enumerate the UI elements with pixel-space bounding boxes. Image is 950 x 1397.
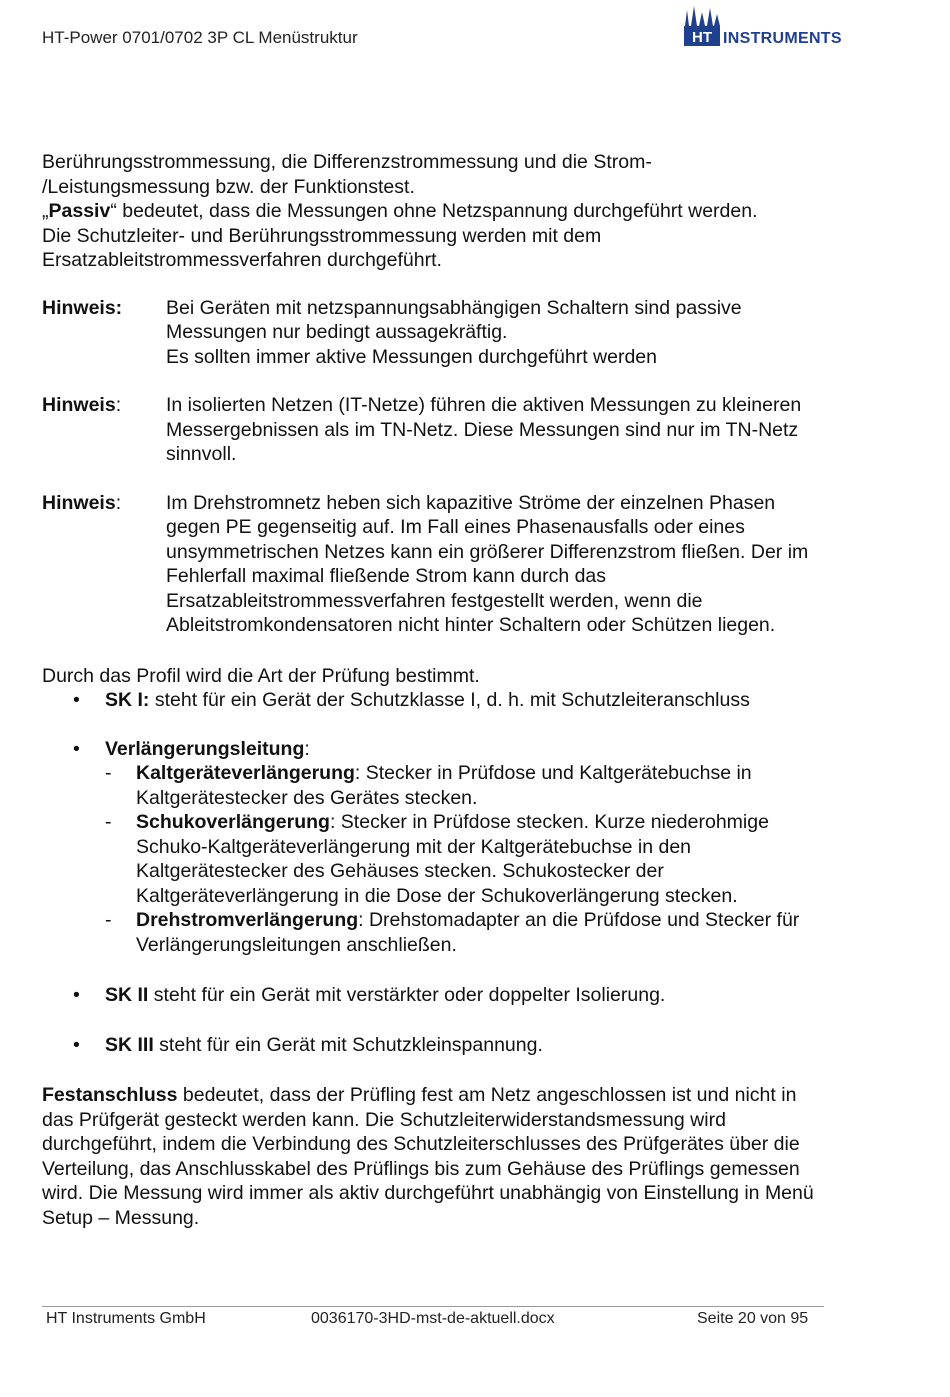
note-line: Messergebnissen als im TN-Netz. Diese Messungen sind nur im TN-Netz [166, 418, 799, 441]
sub-list-item: - Drehstromverlängerung: Drehstomadapter an die Prüfdose und Stecker für Verlängerungsleitungen anschließen. [105, 909, 800, 956]
profile-intro: Durch das Profil wird die Art der Prüfung bestimmt. [42, 664, 480, 687]
list-item: • Verlängerungsleitung: [73, 737, 310, 760]
sub-item-term: Kaltgeräteverlängerung [136, 762, 355, 784]
list-item: • SK III steht für ein Gerät mit Schutzkleinspannung. [73, 1033, 543, 1056]
footer-divider [42, 1306, 824, 1307]
note-label: Hinweis [42, 394, 116, 416]
header-title: HT-Power 0701/0702 3P CL Menüstruktur [42, 28, 358, 47]
sk1-term: SK I: [105, 689, 150, 711]
note-line: gegen PE gegenseitig auf. Im Fall eines Phasenausfalls oder eines [166, 516, 745, 538]
note-line: In isolierten Netzen (IT-Netze) führen die aktiven Messungen zu kleineren [166, 394, 802, 416]
fixed-term: Festanschluss [42, 1084, 178, 1106]
note-line: Messungen nur bedingt aussagekräftig. [166, 321, 508, 343]
fixed-connection-paragraph: Festanschluss bedeutet, dass der Prüfling fest am Netz angeschlossen ist und nicht in das Prüfgerät gesteckt werden kann. Die Schutzleiterwiderstandsmessung wird durchgeführt, indem die Verbindung des Schutzleiterschlusses des Prüfgerätes über die Verteilung, das Anschlusskabel des Prüflings bis zum Gehäuse des Prüflings gemessen wird. Die Messung wird immer als aktiv durchgeführt unabhängig von Einstellung in Menü Setup – Messung. [42, 1084, 814, 1229]
ht-instruments-logo [683, 4, 858, 50]
note-line: Ableitstromkondensatoren nicht hinter Schaltern oder Schützen liegen. [166, 614, 776, 636]
intro-line: Ersatzableitstrommessverfahren durchgeführt. [42, 249, 442, 271]
dash-icon: - [105, 811, 112, 833]
dash-icon: - [105, 909, 112, 931]
note-line: sinnvoll. [166, 443, 237, 465]
intro-line: Die Schutzleiter- und Berührungsstrommessung werden mit dem [42, 224, 602, 247]
sub-list-item: - Kaltgeräteverlängerung: Stecker in Prüfdose und Kaltgerätebuchse in Kaltgerätestecker des Gerätes stecken. [105, 762, 752, 809]
note-label: Hinweis [42, 491, 116, 514]
footer-page-number: Seite 20 von 95 [697, 1310, 809, 1327]
note-line: unsymmetrischen Netzes kann ein größerer Differenzstrom fließen. Der im [166, 540, 809, 563]
bullet-icon: • [73, 689, 80, 711]
note-block [42, 296, 892, 370]
footer-company: HT Instruments GmbH [46, 1310, 206, 1327]
list-item: • SK II steht für ein Gerät mit verstärkter oder doppelter Isolierung. [73, 984, 666, 1006]
note-block: Hinweis: Im Drehstromnetz heben sich kapazitive Ströme der einzelnen Phasen gegen PE gegenseitig auf. Im Fall eines Phasenausfalls oder eines unsymmetrischen Netzes kann ein größerer Differenzstrom fließen. Der im Fehlerfall maximal fließende Strom kann durch das Ersatzableitstrommessverfahren festgestellt werden, wenn die Ableitstromkondensatoren nicht hinter Schaltern oder Schützen liegen. [42, 491, 892, 638]
sub-list-item: - Schukoverlängerung: Stecker in Prüfdose stecken. Kurze niederohmige Schuko-Kaltgeräteverlängerung mit der Kaltgerätebuchse in den Kaltgerätestecker des Gehäuses stecken. Schukostecker der Kaltgeräteverlängerung in die Dose der Schukoverlängerung stecken. [105, 811, 769, 907]
footer-document: 0036170-3HD-mst-de-aktuell.docx [311, 1310, 555, 1327]
sk3-term: SK III [105, 1033, 154, 1056]
passiv-definition: „Passiv“ bedeutet, dass die Messungen ohne Netzspannung durchgeführt werden. [42, 200, 758, 222]
sub-item-term: Drehstromverlängerung [136, 909, 359, 931]
page-content [42, 150, 892, 1230]
note-line: Ersatzableitstrommessverfahren festgestellt werden, wenn die [166, 589, 703, 612]
passiv-term: Passiv [48, 200, 111, 222]
logo-mark-text: HT [692, 29, 712, 46]
note-block: Hinweis: In isolierten Netzen (IT-Netze) führen die aktiven Messungen zu kleineren Messergebnissen als im TN-Netz. Diese Messungen sind nur im TN-Netz sinnvoll. [42, 393, 892, 467]
note-line: Fehlerfall maximal fließende Strom kann durch das [166, 565, 607, 587]
dash-icon: - [105, 762, 112, 784]
bullet-icon: • [73, 737, 80, 760]
logo-wordmark: INSTRUMENTS [723, 30, 842, 47]
sk2-term: SK II [105, 984, 149, 1006]
intro-line: /Leistungsmessung bzw. der Funktionstest. [42, 175, 415, 198]
bullet-icon: • [73, 984, 80, 1006]
note-line: Bei Geräten mit netzspannungsabhängigen Schaltern sind passive [166, 296, 742, 319]
note-line: Im Drehstromnetz heben sich kapazitive Ströme der einzelnen Phasen [166, 491, 776, 514]
note-label: Hinweis: [42, 296, 123, 319]
sub-item-term: Schukoverlängerung [136, 811, 330, 833]
ht-logo-mark-icon [683, 4, 723, 48]
note-line: Es sollten immer aktive Messungen durchgeführt werden [166, 345, 657, 368]
list-item: • SK I: steht für ein Gerät der Schutzklasse I, d. h. mit Schutzleiteranschluss [73, 689, 750, 711]
extension-term: Verlängerungsleitung [105, 737, 305, 760]
bullet-icon: • [73, 1033, 80, 1056]
intro-line: Berührungsstrommessung, die Differenzstrommessung und die Strom- [42, 151, 652, 173]
